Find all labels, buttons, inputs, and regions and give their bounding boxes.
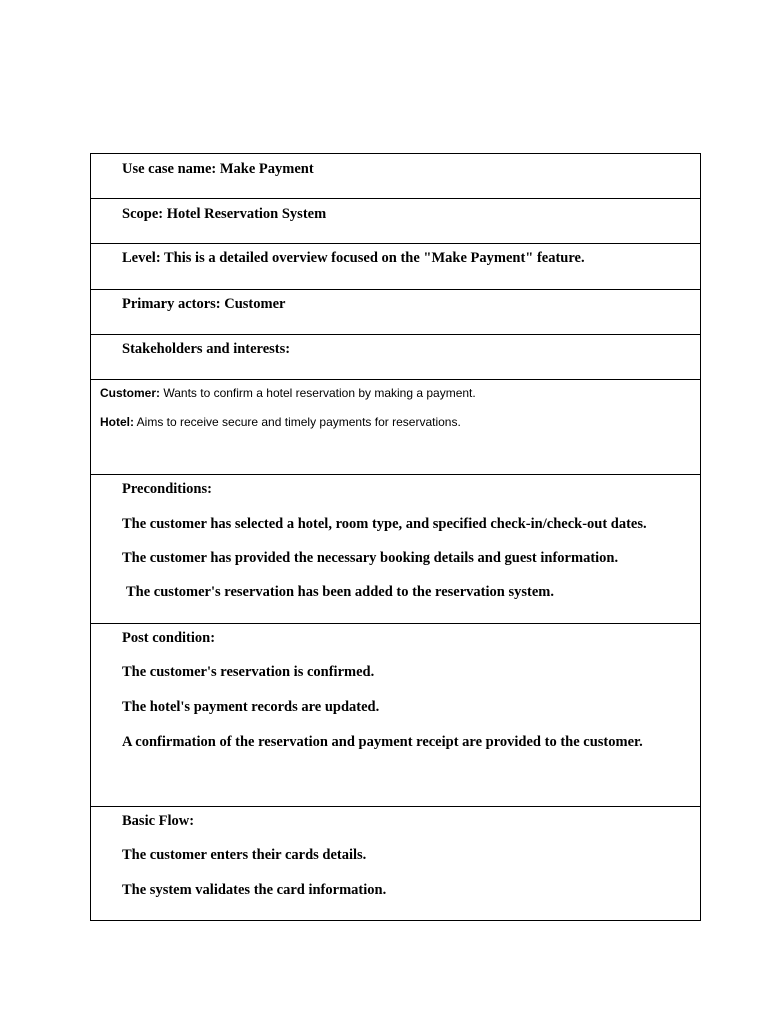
row-use-case-name [91, 154, 700, 199]
use-case-table [90, 153, 701, 921]
stakeholder-text: Wants to confirm a hotel reservation by making a payment. [160, 386, 476, 400]
basic-flow-heading: Basic Flow: [122, 813, 195, 829]
stakeholder-label: Customer: [100, 386, 161, 400]
preconditions-heading: Preconditions: [122, 481, 212, 497]
use-case-name: Use case name: Make Payment [122, 161, 314, 177]
row-stakeholders-heading [91, 335, 700, 380]
scope: Scope: Hotel Reservation System [122, 206, 327, 222]
row-basic-flow [91, 807, 700, 920]
post-condition-item: A confirmation of the reservation and payment receipt are provided to the customer. [122, 734, 643, 750]
stakeholder-hotel [100, 414, 461, 430]
stakeholders-heading: Stakeholders and interests: [122, 341, 291, 357]
post-condition-item: The hotel's payment records are updated. [122, 699, 380, 715]
basic-flow-item: The system validates the card information. [122, 882, 387, 898]
stakeholder-text: Aims to receive secure and timely payments for reservations. [134, 415, 461, 429]
row-scope [91, 199, 700, 244]
precondition-item: The customer has provided the necessary booking details and guest information. [122, 550, 619, 566]
precondition-item: The customer has selected a hotel, room type, and specified check-in/check-out dates. [122, 516, 647, 532]
row-preconditions [91, 475, 700, 624]
stakeholder-label: Hotel: [100, 415, 134, 429]
basic-flow-item: The customer enters their cards details. [122, 847, 367, 863]
row-stakeholders [91, 380, 700, 475]
post-condition-heading: Post condition: [122, 630, 216, 646]
post-condition-item: The customer's reservation is confirmed. [122, 664, 375, 680]
row-level [91, 244, 700, 290]
row-primary-actors [91, 290, 700, 335]
stakeholder-customer [100, 385, 476, 401]
primary-actors: Primary actors: Customer [122, 296, 286, 312]
precondition-item: The customer's reservation has been added to the reservation system. [126, 584, 554, 600]
level: Level: This is a detailed overview focused on the "Make Payment" feature. [122, 250, 585, 266]
row-post-condition [91, 624, 700, 807]
